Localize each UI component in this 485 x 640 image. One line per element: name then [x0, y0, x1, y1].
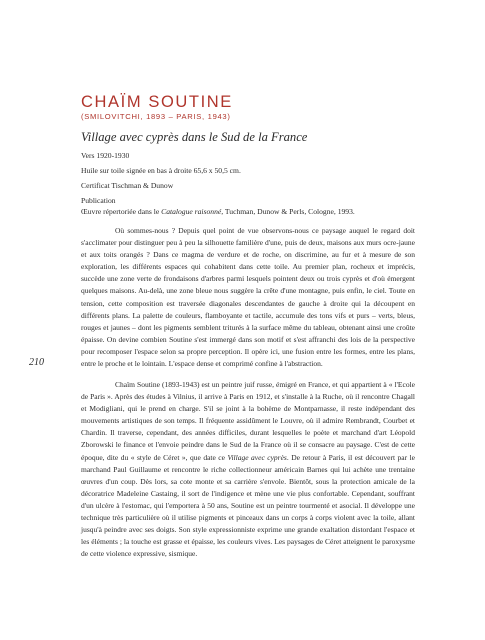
essay-paragraph-2 — [81, 379, 415, 560]
artist-details: (SMILOVITCHI, 1893 – PARIS, 1943) — [81, 112, 231, 121]
artwork-certificate: Certificat Tischman & Dunow — [81, 181, 174, 190]
artist-name: CHAÏM SOUTINE — [81, 93, 233, 111]
publication-suffix: , Tuchman, Dunow & Perls, Cologne, 1993. — [221, 207, 355, 216]
artwork-title: Village avec cyprès dans le Sud de la France — [81, 130, 308, 144]
publication-label: Publication — [81, 196, 116, 205]
publication-catalogue-title: Catalogue raisonné — [161, 207, 222, 216]
paragraph-2-text-end: . De retour à Paris, il est découvert par le marchand Paul Guillaume et rencontre le riche collectionneur américain Barnes qui lui achète une trentaine œuvres d'un coup. Dès lors, sa cote monte et sa carrière s'envole. Bientôt, sous la protection amicale de la décoratrice Madeleine Castaing, il sort de l'indigence et mène une vie plus confortable. Cependant, souffrant d'un ulcère à l'estomac, qui l'emportera à 50 ans, Soutine est un peintre tourmenté et asocial. Il développe une technique très particulière où il utilise pigments et pinceaux dans un corps à corps violent avec la toile, allant jusqu'à peindre avec ses doigts. Son style expressionniste exprime une grande exaltation distordant l'espace et les éléments ; la touche est grasse et épaisse, les couleurs vives. Les paysages de Céret atteignent le paroxysme de cette violence expressive, sismique. — [81, 452, 415, 559]
publication-prefix: Œuvre répertoriée dans le — [81, 207, 162, 216]
page-number: 210 — [29, 357, 44, 368]
artwork-medium: Huile sur toile signée en bas à droite 65,6 x 50,5 cm. — [81, 166, 241, 175]
artwork-date: Vers 1920-1930 — [81, 151, 130, 160]
publication-text — [81, 207, 355, 217]
paragraph-2-italic-title: Village avec cyprès — [227, 452, 287, 462]
essay-paragraph-1: Où sommes-nous ? Depuis quel point de vue observons-nous ce paysage auquel le regard doit s'acclimater pour distinguer peu à peu la silhouette familière d'une, puis de deux, maisons aux murs ocre-jaune et aux toits orangés ? Dans ce magma de verdure et de roche, on discrimine, au fur et à mesure de son exploration, les différents espaces qui cohabitent dans cette toile. Au premier plan, rocheux et imprécis, succède une zone verte de frondaisons d'arbres parmi lesquels pointent deux ou trois cyprès et d'où émergent quelques maisons. Au-delà, une zone bleue nous suggère la crête d'une montagne, puis enfin, le ciel. Toute en tension, cette composition est traversée diagonales descendantes de gauche à droite qui la découpent en différents plans. La palette de couleurs, flamboyante et tactile, accumule des tons vifs et purs – verts, bleus, rouges et jaunes – dont les pigments semblent triturés à la surface même du tableau, obtenant ainsi une croûte épaisse. On devine combien Soutine s'est immergé dans son motif et s'est affranchi des lois de la perspective pour recomposer l'espace selon sa propre perception. Il opère ici, une fusion entre les formes, entre les plans, entre le proche et le lointain. L'espace dense et comprimé confine à l'abstraction. — [81, 226, 415, 369]
paragraph-2-text-start: Chaïm Soutine (1893-1943) est un peintre juif russe, émigré en France, et qui appartient à « l'Ecole de Paris ». Après des études à Vilnius, il arrive à Paris en 1912, et s'installe à la Ruche, où il rencontre Chagall et Modigliani, qui le prend en charge. S'il se joint à la bohème de Montparnasse, il reste indépendant des mouvements artistiques de son temps. Il fréquente assidûment le Louvre, où il admire Rembrandt, Courbet et Chardin. Il traverse, cependant, des années difficiles, durant lesquelles le poète et marchand d'art Léopold Zborowski le finance et l'envoie peindre dans le Sud de la France où il se consacre au paysage. C'est de cette époque, dite du « style de Céret », que date ce — [81, 380, 415, 462]
